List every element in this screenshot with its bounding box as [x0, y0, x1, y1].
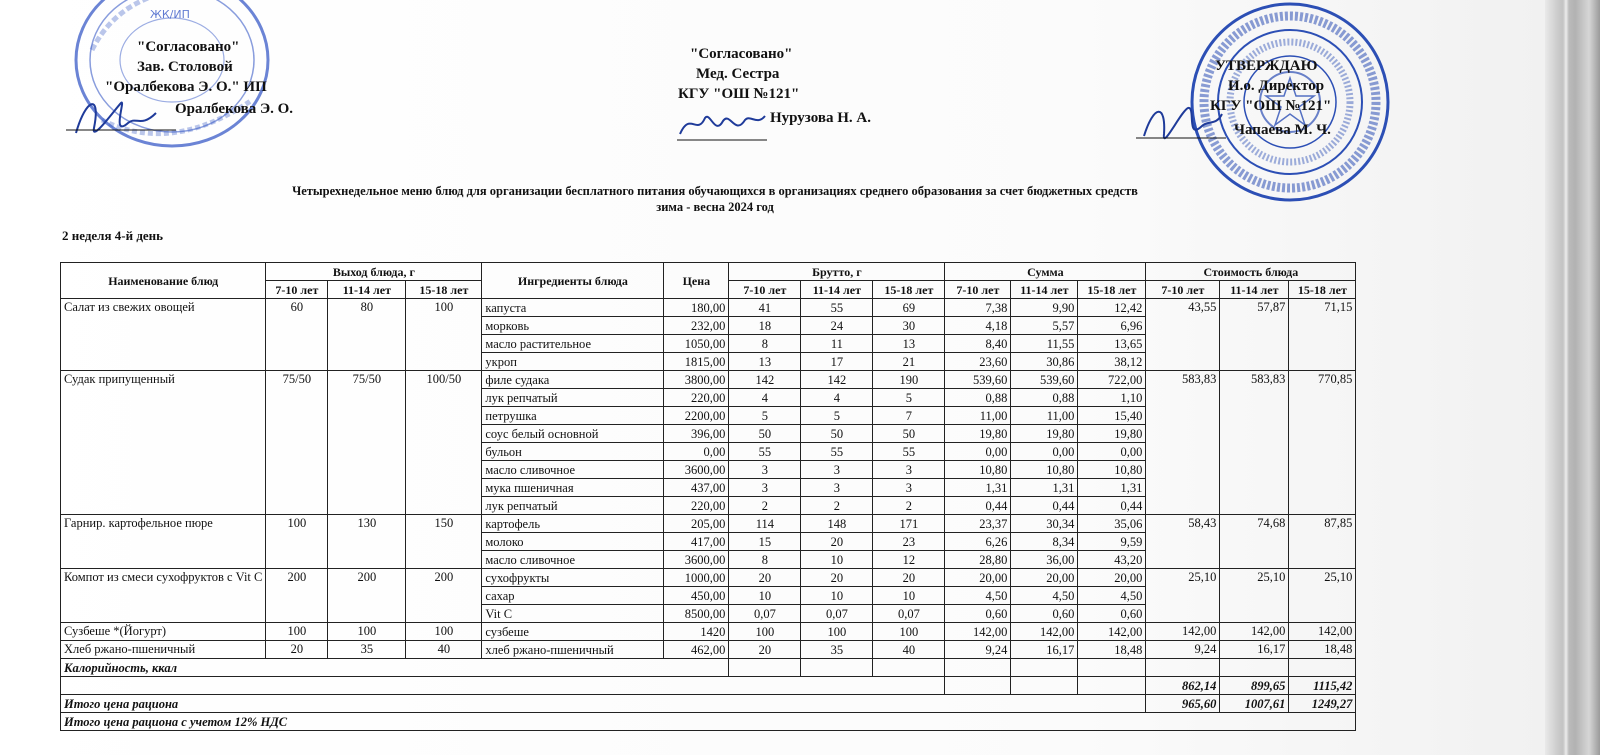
ingredient-brutto: 2 — [729, 497, 801, 515]
ingredient-price: 205,00 — [664, 515, 729, 533]
ingredient-price: 2200,00 — [664, 407, 729, 425]
ingredient-sum: 0,88 — [945, 389, 1011, 407]
ingredient-name: масло растительное — [482, 335, 664, 353]
ingredient-price: 1420 — [664, 623, 729, 641]
ingredient-brutto: 50 — [801, 425, 873, 443]
dish-yield: 200 — [266, 569, 328, 623]
ingredient-brutto: 3 — [873, 479, 945, 497]
ingredient-brutto: 20 — [729, 569, 801, 587]
total-price-row — [61, 695, 1356, 713]
total-value: 899,65 — [1220, 677, 1289, 695]
ingredient-price: 450,00 — [664, 587, 729, 605]
ingredient-brutto: 3 — [801, 461, 873, 479]
ingredient-sum: 19,80 — [1078, 425, 1146, 443]
ingredient-sum: 10,80 — [945, 461, 1011, 479]
header-age-2: 15-18 лет — [1078, 281, 1146, 299]
ingredient-price: 396,00 — [664, 425, 729, 443]
total-price-label: Итого цена рациона — [61, 695, 1146, 713]
ingredient-name: лук репчатый — [482, 389, 664, 407]
table-row — [61, 371, 1356, 389]
dish-cost: 142,00 — [1146, 623, 1220, 641]
center-approval-signer: Нурузова Н. А. — [770, 110, 871, 126]
header-cost: Стоимость блюда — [1146, 263, 1356, 281]
ingredient-brutto: 100 — [873, 623, 945, 641]
dish-yield: 80 — [328, 299, 406, 371]
ingredient-sum: 35,06 — [1078, 515, 1146, 533]
ingredient-sum: 11,00 — [1011, 407, 1078, 425]
left-signature — [66, 88, 176, 148]
table-row — [61, 299, 1356, 317]
ingredient-brutto: 5 — [873, 389, 945, 407]
header-age-1: 11-14 лет — [801, 281, 873, 299]
dish-cost: 583,83 — [1220, 371, 1289, 515]
left-approval-org: "Оралбекова Э. О." ИП — [105, 79, 267, 95]
dish-cost: 9,24 — [1146, 641, 1220, 659]
ingredient-brutto: 20 — [729, 641, 801, 659]
ingredient-name: сахар — [482, 587, 664, 605]
dish-yield: 130 — [328, 515, 406, 569]
ingredient-sum: 43,20 — [1078, 551, 1146, 569]
ingredient-name: соус белый основной — [482, 425, 664, 443]
left-stamp-text: ЖК/ИП — [150, 8, 190, 21]
dish-yield: 100/50 — [406, 371, 482, 515]
ingredient-sum: 4,18 — [945, 317, 1011, 335]
header-brutto: Брутто, г — [729, 263, 945, 281]
ingredient-price: 220,00 — [664, 497, 729, 515]
ingredient-sum: 0,60 — [1011, 605, 1078, 623]
header-age-1: 11-14 лет — [328, 281, 406, 299]
ingredient-sum: 19,80 — [1011, 425, 1078, 443]
ingredient-brutto: 142 — [801, 371, 873, 389]
dish-name: Хлеб ржано-пшеничный — [61, 641, 266, 659]
ingredient-price: 220,00 — [664, 389, 729, 407]
center-approval-org: КГУ "ОШ №121" — [678, 86, 800, 102]
center-signature — [675, 106, 770, 151]
header-age-0: 7-10 лет — [945, 281, 1011, 299]
ingredient-name: петрушка — [482, 407, 664, 425]
calories-row — [61, 659, 1356, 677]
ingredient-sum: 5,57 — [1011, 317, 1078, 335]
ingredient-sum: 9,59 — [1078, 533, 1146, 551]
document-title — [0, 183, 1430, 215]
ingredient-brutto: 3 — [729, 461, 801, 479]
header-age-1: 11-14 лет — [1011, 281, 1078, 299]
ingredient-brutto: 2 — [873, 497, 945, 515]
ingredient-name: Vit C — [482, 605, 664, 623]
dish-yield: 100 — [328, 623, 406, 641]
ingredient-brutto: 55 — [873, 443, 945, 461]
ingredient-sum: 0,00 — [1011, 443, 1078, 461]
ingredient-sum: 20,00 — [1078, 569, 1146, 587]
ingredient-brutto: 0,07 — [729, 605, 801, 623]
ingredient-brutto: 13 — [729, 353, 801, 371]
ingredient-brutto: 8 — [729, 551, 801, 569]
ingredient-name: морковь — [482, 317, 664, 335]
dish-cost: 57,87 — [1220, 299, 1289, 371]
ingredient-brutto: 11 — [801, 335, 873, 353]
dish-cost: 25,10 — [1289, 569, 1356, 623]
ingredient-sum: 1,31 — [945, 479, 1011, 497]
ingredient-name: молоко — [482, 533, 664, 551]
ingredient-sum: 4,50 — [945, 587, 1011, 605]
ingredient-name: лук репчатый — [482, 497, 664, 515]
ingredient-brutto: 21 — [873, 353, 945, 371]
header-age-2: 15-18 лет — [873, 281, 945, 299]
ingredient-sum: 539,60 — [945, 371, 1011, 389]
ingredient-sum: 0,60 — [1078, 605, 1146, 623]
ingredient-brutto: 10 — [801, 587, 873, 605]
ingredient-brutto: 50 — [873, 425, 945, 443]
dish-cost: 25,10 — [1146, 569, 1220, 623]
header-age-0: 7-10 лет — [1146, 281, 1220, 299]
ingredient-brutto: 23 — [873, 533, 945, 551]
ingredient-name: картофель — [482, 515, 664, 533]
ingredient-sum: 1,31 — [1011, 479, 1078, 497]
ingredient-sum: 7,38 — [945, 299, 1011, 317]
page-edge-shadow — [1545, 0, 1600, 755]
ingredient-brutto: 50 — [729, 425, 801, 443]
empty-cell — [729, 659, 801, 677]
ingredient-brutto: 55 — [729, 443, 801, 461]
ingredient-sum: 38,12 — [1078, 353, 1146, 371]
dish-cost: 770,85 — [1289, 371, 1356, 515]
ingredient-brutto: 13 — [873, 335, 945, 353]
left-approval-role: Зав. Столовой — [137, 59, 233, 75]
ingredient-sum: 23,60 — [945, 353, 1011, 371]
ingredient-name: хлеб ржано-пшеничный — [482, 641, 664, 659]
ingredient-price: 1000,00 — [664, 569, 729, 587]
table-row — [61, 515, 1356, 533]
right-approval-title: УТВЕРЖДАЮ — [1215, 58, 1318, 74]
empty-cell — [801, 659, 873, 677]
ingredient-brutto: 69 — [873, 299, 945, 317]
dish-name: Компот из смеси сухофруктов с Vit C — [61, 569, 266, 623]
ingredient-sum: 0,00 — [1078, 443, 1146, 461]
ingredient-brutto: 10 — [801, 551, 873, 569]
total-vat-value: 1007,61 — [1220, 695, 1289, 713]
ingredient-sum: 18,48 — [1078, 641, 1146, 659]
left-approval-signer: Оралбекова Э. О. — [175, 101, 294, 117]
empty-cell — [1146, 659, 1220, 677]
total-value: 862,14 — [1146, 677, 1220, 695]
totals-row — [61, 677, 1356, 695]
dish-yield: 75/50 — [328, 371, 406, 515]
ingredient-price: 232,00 — [664, 317, 729, 335]
ingredient-price: 3800,00 — [664, 371, 729, 389]
ingredient-sum: 12,42 — [1078, 299, 1146, 317]
ingredient-brutto: 114 — [729, 515, 801, 533]
dish-cost: 18,48 — [1289, 641, 1356, 659]
ingredient-brutto: 17 — [801, 353, 873, 371]
ingredient-brutto: 12 — [873, 551, 945, 569]
ingredient-brutto: 55 — [801, 299, 873, 317]
header-dish: Наименование блюд — [61, 263, 266, 299]
ingredient-sum: 6,96 — [1078, 317, 1146, 335]
ingredient-price: 1050,00 — [664, 335, 729, 353]
ingredient-price: 437,00 — [664, 479, 729, 497]
ingredient-sum: 30,86 — [1011, 353, 1078, 371]
ingredient-name: укроп — [482, 353, 664, 371]
right-approval-signer: Чапаева М. Ч. — [1234, 122, 1331, 138]
ingredient-name: сузбеше — [482, 623, 664, 641]
ingredient-sum: 722,00 — [1078, 371, 1146, 389]
calories-label: Калорийность, ккал — [61, 659, 729, 677]
ingredient-sum: 8,34 — [1011, 533, 1078, 551]
dish-yield: 100 — [406, 623, 482, 641]
ingredient-sum: 16,17 — [1011, 641, 1078, 659]
title-line-1: Четырехнедельное меню блюд для организации бесплатного питания обучающихся в организациях среднего образования за счет бюджетных средств — [292, 184, 1138, 198]
empty-cell — [1078, 659, 1146, 677]
ingredient-sum: 142,00 — [1078, 623, 1146, 641]
ingredient-brutto: 2 — [801, 497, 873, 515]
ingredient-brutto: 8 — [729, 335, 801, 353]
ingredient-brutto: 10 — [729, 587, 801, 605]
ingredient-sum: 1,10 — [1078, 389, 1146, 407]
empty-cell — [1078, 677, 1146, 695]
header-price: Цена — [664, 263, 729, 299]
ingredient-brutto: 30 — [873, 317, 945, 335]
ingredient-sum: 9,90 — [1011, 299, 1078, 317]
ingredient-name: филе судака — [482, 371, 664, 389]
week-day-label: 2 неделя 4-й день — [62, 228, 164, 243]
ingredient-name: капуста — [482, 299, 664, 317]
ingredient-sum: 4,50 — [1078, 587, 1146, 605]
ingredient-brutto: 3 — [801, 479, 873, 497]
dish-cost: 74,68 — [1220, 515, 1289, 569]
header-ingredients: Ингредиенты блюда — [482, 263, 664, 299]
header-age-0: 7-10 лет — [729, 281, 801, 299]
ingredient-sum: 20,00 — [1011, 569, 1078, 587]
ingredient-brutto: 5 — [729, 407, 801, 425]
dish-cost: 58,43 — [1146, 515, 1220, 569]
header-age-2: 15-18 лет — [406, 281, 482, 299]
total-vat-value: 965,60 — [1146, 695, 1220, 713]
ingredient-price: 417,00 — [664, 533, 729, 551]
ingredient-price: 1815,00 — [664, 353, 729, 371]
total-vat-row — [61, 713, 1356, 731]
ingredient-sum: 8,40 — [945, 335, 1011, 353]
dish-yield: 35 — [328, 641, 406, 659]
ingredient-sum: 30,34 — [1011, 515, 1078, 533]
dish-yield: 200 — [406, 569, 482, 623]
total-vat-value: 1249,27 — [1289, 695, 1356, 713]
table-row — [61, 623, 1356, 641]
dish-yield: 200 — [328, 569, 406, 623]
header-row-1 — [61, 263, 1356, 281]
table-row — [61, 569, 1356, 587]
ingredient-sum: 9,24 — [945, 641, 1011, 659]
ingredient-brutto: 40 — [873, 641, 945, 659]
dish-yield: 100 — [406, 299, 482, 371]
dish-cost: 142,00 — [1289, 623, 1356, 641]
ingredient-price: 3600,00 — [664, 551, 729, 569]
header-sum: Сумма — [945, 263, 1146, 281]
ingredient-brutto: 5 — [801, 407, 873, 425]
empty-cell — [1220, 659, 1289, 677]
menu-table — [60, 262, 1356, 731]
ingredient-brutto: 7 — [873, 407, 945, 425]
ingredient-sum: 142,00 — [945, 623, 1011, 641]
dish-yield: 75/50 — [266, 371, 328, 515]
ingredient-price: 0,00 — [664, 443, 729, 461]
empty-cell — [1289, 659, 1356, 677]
ingredient-name: сухофрукты — [482, 569, 664, 587]
ingredient-price: 180,00 — [664, 299, 729, 317]
ingredient-brutto: 0,07 — [801, 605, 873, 623]
ingredient-brutto: 18 — [729, 317, 801, 335]
header-age-0: 7-10 лет — [266, 281, 328, 299]
center-approval-title: "Согласовано" — [690, 46, 793, 62]
dish-cost: 43,55 — [1146, 299, 1220, 371]
dish-yield: 60 — [266, 299, 328, 371]
center-approval-role: Мед. Сестра — [696, 66, 780, 82]
ingredient-name: масло сливочное — [482, 551, 664, 569]
empty-cell — [61, 677, 945, 695]
empty-cell — [873, 659, 945, 677]
ingredient-sum: 15,40 — [1078, 407, 1146, 425]
ingredient-brutto: 142 — [729, 371, 801, 389]
right-approval-role: И.о. Директор — [1228, 78, 1325, 94]
ingredient-brutto: 10 — [873, 587, 945, 605]
ingredient-sum: 4,50 — [1011, 587, 1078, 605]
ingredient-brutto: 100 — [729, 623, 801, 641]
dish-name: Салат из свежих овощей — [61, 299, 266, 371]
ingredient-sum: 36,00 — [1011, 551, 1078, 569]
dish-cost: 71,15 — [1289, 299, 1356, 371]
ingredient-sum: 19,80 — [945, 425, 1011, 443]
ingredient-price: 8500,00 — [664, 605, 729, 623]
ingredient-sum: 20,00 — [945, 569, 1011, 587]
ingredient-sum: 1,31 — [1078, 479, 1146, 497]
ingredient-name: бульон — [482, 443, 664, 461]
ingredient-brutto: 35 — [801, 641, 873, 659]
dish-name: Судак припущенный — [61, 371, 266, 515]
dish-name: Гарнир. картофельное пюре — [61, 515, 266, 569]
ingredient-brutto: 171 — [873, 515, 945, 533]
ingredient-brutto: 20 — [873, 569, 945, 587]
ingredient-brutto: 148 — [801, 515, 873, 533]
ingredient-sum: 0,88 — [1011, 389, 1078, 407]
ingredient-sum: 13,65 — [1078, 335, 1146, 353]
ingredient-sum: 0,00 — [945, 443, 1011, 461]
ingredient-sum: 10,80 — [1078, 461, 1146, 479]
ingredient-brutto: 24 — [801, 317, 873, 335]
ingredient-brutto: 3 — [873, 461, 945, 479]
total-value: 1115,42 — [1289, 677, 1356, 695]
ingredient-price: 3600,00 — [664, 461, 729, 479]
dish-yield: 40 — [406, 641, 482, 659]
dish-cost: 16,17 — [1220, 641, 1289, 659]
ingredient-name: масло сливочное — [482, 461, 664, 479]
left-approval-title: "Согласовано" — [137, 39, 240, 55]
right-signature — [1136, 96, 1226, 151]
table-row — [61, 641, 1356, 659]
ingredient-brutto: 3 — [729, 479, 801, 497]
ingredient-brutto: 100 — [801, 623, 873, 641]
dish-cost: 583,83 — [1146, 371, 1220, 515]
empty-cell — [1011, 659, 1078, 677]
ingredient-brutto: 20 — [801, 569, 873, 587]
ingredient-name: мука пшеничная — [482, 479, 664, 497]
ingredient-sum: 11,55 — [1011, 335, 1078, 353]
right-approval-block — [1210, 56, 1331, 140]
ingredient-brutto: 4 — [801, 389, 873, 407]
empty-cell — [945, 659, 1011, 677]
ingredient-brutto: 20 — [801, 533, 873, 551]
ingredient-sum: 0,60 — [945, 605, 1011, 623]
total-vat-label: Итого цена рациона с учетом 12% НДС — [61, 713, 1356, 731]
ingredient-sum: 0,44 — [945, 497, 1011, 515]
header-yield: Выход блюда, г — [266, 263, 482, 281]
ingredient-sum: 11,00 — [945, 407, 1011, 425]
empty-cell — [945, 677, 1011, 695]
dish-cost: 142,00 — [1220, 623, 1289, 641]
dish-yield: 100 — [266, 623, 328, 641]
ingredient-sum: 10,80 — [1011, 461, 1078, 479]
ingredient-brutto: 41 — [729, 299, 801, 317]
dish-yield: 20 — [266, 641, 328, 659]
dish-name: Сузбеше *(Йогурт) — [61, 623, 266, 641]
empty-cell — [1011, 677, 1078, 695]
header-age-1: 11-14 лет — [1220, 281, 1289, 299]
ingredient-sum: 539,60 — [1011, 371, 1078, 389]
dish-cost: 87,85 — [1289, 515, 1356, 569]
ingredient-brutto: 0,07 — [873, 605, 945, 623]
ingredient-sum: 142,00 — [1011, 623, 1078, 641]
ingredient-sum: 0,44 — [1011, 497, 1078, 515]
dish-yield: 100 — [266, 515, 328, 569]
ingredient-sum: 23,37 — [945, 515, 1011, 533]
ingredient-brutto: 4 — [729, 389, 801, 407]
ingredient-sum: 0,44 — [1078, 497, 1146, 515]
ingredient-sum: 28,80 — [945, 551, 1011, 569]
dish-yield: 150 — [406, 515, 482, 569]
ingredient-sum: 6,26 — [945, 533, 1011, 551]
header-age-2: 15-18 лет — [1289, 281, 1356, 299]
dish-cost: 25,10 — [1220, 569, 1289, 623]
ingredient-brutto: 15 — [729, 533, 801, 551]
ingredient-brutto: 55 — [801, 443, 873, 461]
ingredient-brutto: 190 — [873, 371, 945, 389]
right-approval-org: КГУ "ОШ №121" — [1210, 98, 1332, 114]
ingredient-price: 462,00 — [664, 641, 729, 659]
title-line-2: зима - весна 2024 год — [656, 200, 774, 214]
